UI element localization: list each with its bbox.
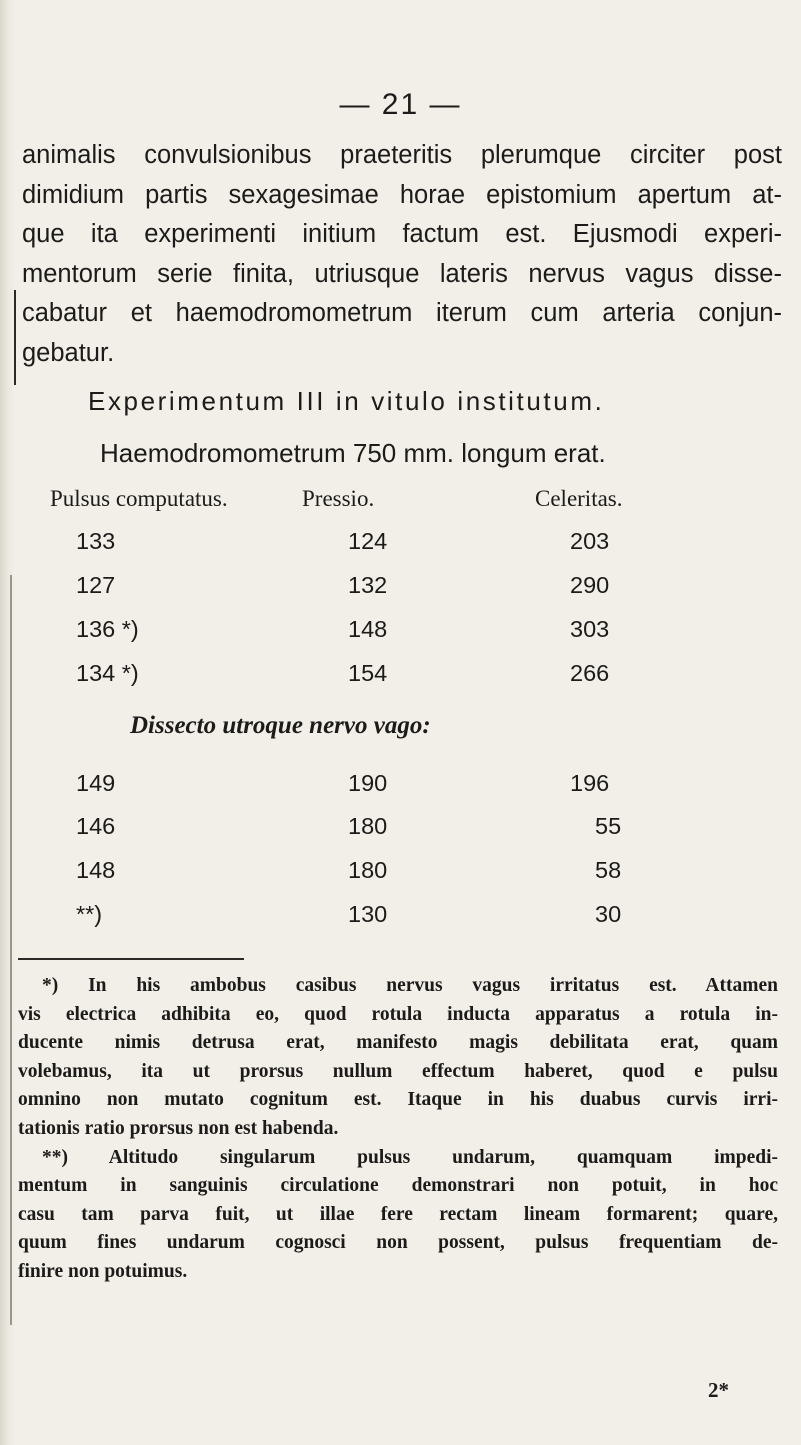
- table-cell: 149: [76, 770, 116, 796]
- footnote-line: *) In his ambobus casibus nervus vagus irritatus est. Attamen: [42, 975, 778, 996]
- paragraph-line: gebatur.: [22, 338, 115, 367]
- footnote-line: mentum in sanguinis circulatione demonstrari non potuit, in hoc: [18, 1175, 778, 1197]
- table-cell: 130: [348, 901, 388, 927]
- paragraph-line: animalis convulsionibus praeteritis plerumque circiter post: [22, 141, 782, 169]
- table-cell: 190: [348, 770, 388, 796]
- table-cell: 146: [76, 813, 116, 839]
- table-cell: 133: [76, 528, 116, 554]
- footnote-line: vis electrica adhibita eo, quod rotula inducta apparatus a rotula in-: [18, 1003, 778, 1025]
- table-cell: 134 *): [76, 660, 139, 686]
- paragraph-line: cabatur et haemodromometrum iterum cum arteria conjun-: [22, 299, 782, 327]
- body-paragraph: [22, 136, 782, 373]
- table-cell: 303: [570, 616, 610, 642]
- signature-mark: 2*: [708, 1378, 729, 1402]
- table-cell: **): [76, 901, 103, 927]
- table-cell: 196: [570, 770, 610, 796]
- experiment-heading: Experimentum III in vitulo institutum.: [88, 386, 605, 416]
- paragraph-line: mentorum serie finita, utriusque lateris nervus vagus disse-: [22, 259, 782, 288]
- table-cell: 136 *): [76, 616, 139, 642]
- table-left-rule: [14, 290, 16, 385]
- table-cell: 148: [76, 857, 116, 883]
- column-header-pulsus: Pulsus computatus.: [50, 486, 228, 511]
- table-cell: 58: [595, 857, 622, 883]
- table-cell: 180: [348, 857, 388, 883]
- footnotes: [18, 972, 778, 1287]
- footnote-line: ducente nimis detrusa erat, manifesto magis debilitata erat, quam: [18, 1032, 778, 1054]
- column-header-celeritas: Celeritas.: [535, 486, 623, 511]
- table-cell: 132: [348, 572, 388, 598]
- footnote-line: casu tam parva fuit, ut illae fere rectam lineam formarent; quare,: [18, 1203, 778, 1225]
- table-cell: 290: [570, 572, 610, 598]
- footnote-divider: [18, 958, 244, 960]
- gutter-line: [10, 575, 12, 1325]
- footnote-line: quum fines undarum cognosci non possent, pulsus frequentiam de-: [18, 1232, 778, 1254]
- page-number: — 21 —: [339, 88, 462, 121]
- table-cell: 180: [348, 813, 388, 839]
- table-cell: 124: [348, 528, 388, 554]
- table-cell: 30: [595, 901, 622, 927]
- table-cell: 203: [570, 528, 610, 554]
- column-header-pressio: Pressio.: [302, 486, 375, 511]
- footnote-line: finire non potuimus.: [18, 1260, 188, 1282]
- footnote-line: volebamus, ita ut prorsus nullum effectum haberet, quod e pulsu: [18, 1060, 778, 1082]
- table-cell: 148: [348, 616, 388, 642]
- table-cell: 154: [348, 660, 388, 686]
- table-cell: 266: [570, 660, 610, 686]
- paragraph-line: que ita experimenti initium factum est. Ejusmodi experi-: [22, 220, 782, 248]
- paragraph-line: dimidium partis sexagesimae horae epistomium apertum at-: [22, 180, 782, 209]
- footnote-line: **) Altitudo singularum pulsus undarum, quamquam impedi-: [42, 1146, 778, 1168]
- footnote-line: omnino non mutato cognitum est. Itaque in his duabus curvis irri-: [18, 1089, 778, 1111]
- table-cell: 55: [595, 813, 622, 839]
- table-cell: 127: [76, 572, 116, 598]
- section-label: Dissecto utroque nervo vago:: [130, 712, 431, 739]
- experiment-subheading: Haemodromometrum 750 mm. longum erat.: [100, 438, 606, 468]
- footnote-line: tationis ratio prorsus non est habenda.: [18, 1117, 339, 1139]
